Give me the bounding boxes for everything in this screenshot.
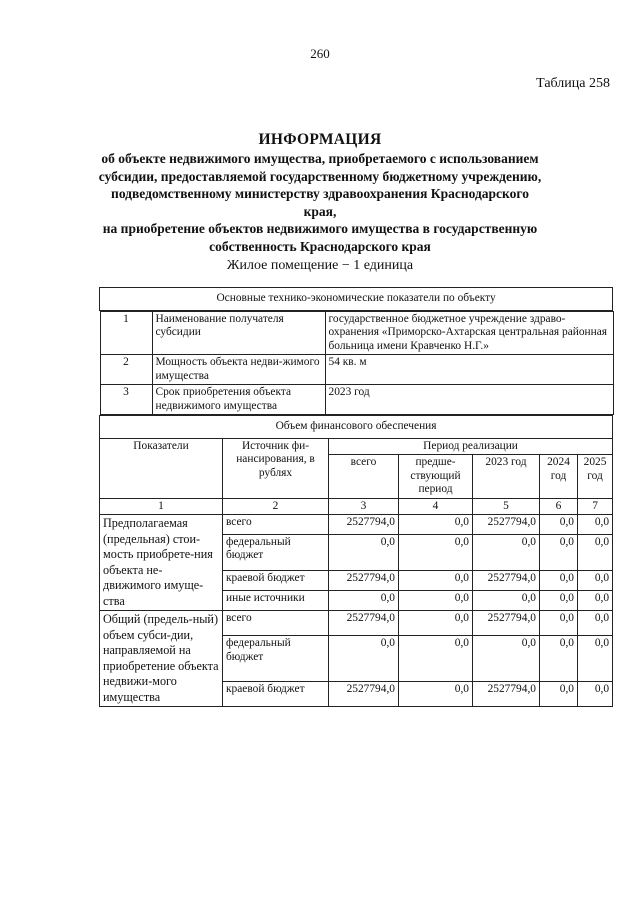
year-2025-cell: 0,0	[578, 591, 613, 611]
page-number: 260	[310, 46, 330, 61]
subtitle-line: об объекте недвижимого имущества, приобретаемого с использованием	[101, 151, 539, 166]
object-caption: Жилое помещение − 1 единица	[226, 258, 414, 273]
year-2023-cell: 2527794,0	[473, 571, 540, 591]
total-cell: 0,0	[329, 636, 399, 682]
col-total-header: всего	[329, 455, 399, 499]
year-2024-cell: 0,0	[540, 515, 578, 535]
col-2023-header: 2023 год	[473, 455, 540, 499]
finance-section-header: Объем финансового обеспечения	[100, 416, 613, 439]
year-2023-cell: 0,0	[473, 534, 540, 570]
tech-row-value: 54 кв. м	[325, 355, 613, 385]
col-2024-header: 2024 год	[540, 455, 578, 499]
column-number: 3	[329, 498, 399, 515]
finance-row	[100, 611, 613, 636]
source-cell: федеральный бюджет	[223, 636, 329, 682]
previous-period-cell: 0,0	[399, 515, 473, 535]
source-cell: федеральный бюджет	[223, 534, 329, 570]
previous-period-cell: 0,0	[399, 591, 473, 611]
tech-row-num: 2	[100, 355, 152, 385]
year-2025-cell: 0,0	[578, 515, 613, 535]
year-2023-cell: 2527794,0	[473, 611, 540, 636]
previous-period-cell: 0,0	[399, 534, 473, 570]
tech-row-label: Мощность объекта недви-жимого имущества	[152, 355, 325, 385]
year-2023-cell: 2527794,0	[473, 515, 540, 535]
year-2024-cell: 0,0	[540, 591, 578, 611]
previous-period-cell: 0,0	[399, 636, 473, 682]
tech-subtable	[100, 311, 614, 416]
source-cell: всего	[223, 515, 329, 535]
column-number-row	[100, 498, 613, 515]
tech-row-2	[100, 355, 613, 385]
year-2024-cell: 0,0	[540, 611, 578, 636]
total-cell: 2527794,0	[329, 611, 399, 636]
indicator-cell: Общий (предель-ный) объем субси-дии, направляемой на приобретение объекта недвижи-мого имущества	[100, 611, 223, 707]
total-cell: 0,0	[329, 591, 399, 611]
year-2023-cell: 0,0	[473, 636, 540, 682]
tech-header-row	[100, 288, 613, 311]
column-number: 5	[473, 498, 540, 515]
column-number: 1	[100, 498, 223, 515]
tech-row-label: Срок приобретения объекта недвижимого имущества	[152, 385, 325, 415]
year-2025-cell: 0,0	[578, 611, 613, 636]
column-number: 7	[578, 498, 613, 515]
tech-row-1	[100, 311, 613, 355]
subtitle-line: субсидии, предоставляемой государственному бюджетному учреждению,	[98, 168, 542, 184]
year-2024-cell: 0,0	[540, 636, 578, 682]
tech-row	[100, 310, 613, 416]
source-cell: иные источники	[223, 591, 329, 611]
source-cell: всего	[223, 611, 329, 636]
subtitle-line: подведомственному министерству здравоохранения Краснодарского края,	[111, 186, 529, 219]
col-previous-header: предше-ствующий период	[399, 455, 473, 499]
previous-period-cell: 0,0	[399, 571, 473, 591]
column-number: 2	[223, 498, 329, 515]
col-source-header: Источник фи-нансирования, в рублях	[223, 438, 329, 498]
year-2024-cell: 0,0	[540, 534, 578, 570]
tech-row-num: 1	[100, 311, 152, 355]
column-number: 4	[399, 498, 473, 515]
source-cell: краевой бюджет	[223, 681, 329, 706]
tech-row-3	[100, 385, 613, 415]
year-2024-cell: 0,0	[540, 571, 578, 591]
previous-period-cell: 0,0	[399, 681, 473, 706]
subtitle-line: собственность Краснодарского края	[209, 238, 431, 254]
previous-period-cell: 0,0	[399, 611, 473, 636]
col-indicators-header: Показатели	[100, 438, 223, 498]
year-2023-cell: 0,0	[473, 591, 540, 611]
tech-row-value: государственное бюджетное учреждение здраво-охранения «Приморско-Ахтарская центральная районная больница имени Кравченко Н.Г.»	[325, 311, 613, 355]
table-label: Таблица 258	[536, 76, 610, 91]
year-2025-cell: 0,0	[578, 681, 613, 706]
finance-row	[100, 515, 613, 535]
total-cell: 2527794,0	[329, 681, 399, 706]
col-period-header: Период реализации	[329, 438, 613, 455]
finance-column-header-row	[100, 438, 613, 455]
total-cell: 0,0	[329, 534, 399, 570]
year-2024-cell: 0,0	[540, 681, 578, 706]
subtitle-line: на приобретение объектов недвижимого имущества в государственную	[102, 221, 538, 236]
finance-body	[100, 515, 613, 707]
tech-section-header: Основные технико-экономические показатели по объекту	[100, 288, 613, 311]
tech-row-value: 2023 год	[325, 385, 613, 415]
year-2023-cell: 2527794,0	[473, 681, 540, 706]
info-table	[99, 287, 613, 707]
column-number: 6	[540, 498, 578, 515]
year-2025-cell: 0,0	[578, 534, 613, 570]
year-2025-cell: 0,0	[578, 571, 613, 591]
total-cell: 2527794,0	[329, 515, 399, 535]
tech-row-label: Наименование получателя субсидии	[152, 311, 325, 355]
col-2025-header: 2025 год	[578, 455, 613, 499]
finance-header-row	[100, 416, 613, 439]
source-cell: краевой бюджет	[223, 571, 329, 591]
indicator-cell: Предполагаемая (предельная) стои-мость приобрете-ния объекта не-движимого имуще-ства	[100, 515, 223, 611]
year-2025-cell: 0,0	[578, 636, 613, 682]
document-title: ИНФОРМАЦИЯ	[258, 131, 382, 148]
tech-row-num: 3	[100, 385, 152, 415]
document-subtitle	[95, 150, 545, 255]
total-cell: 2527794,0	[329, 571, 399, 591]
